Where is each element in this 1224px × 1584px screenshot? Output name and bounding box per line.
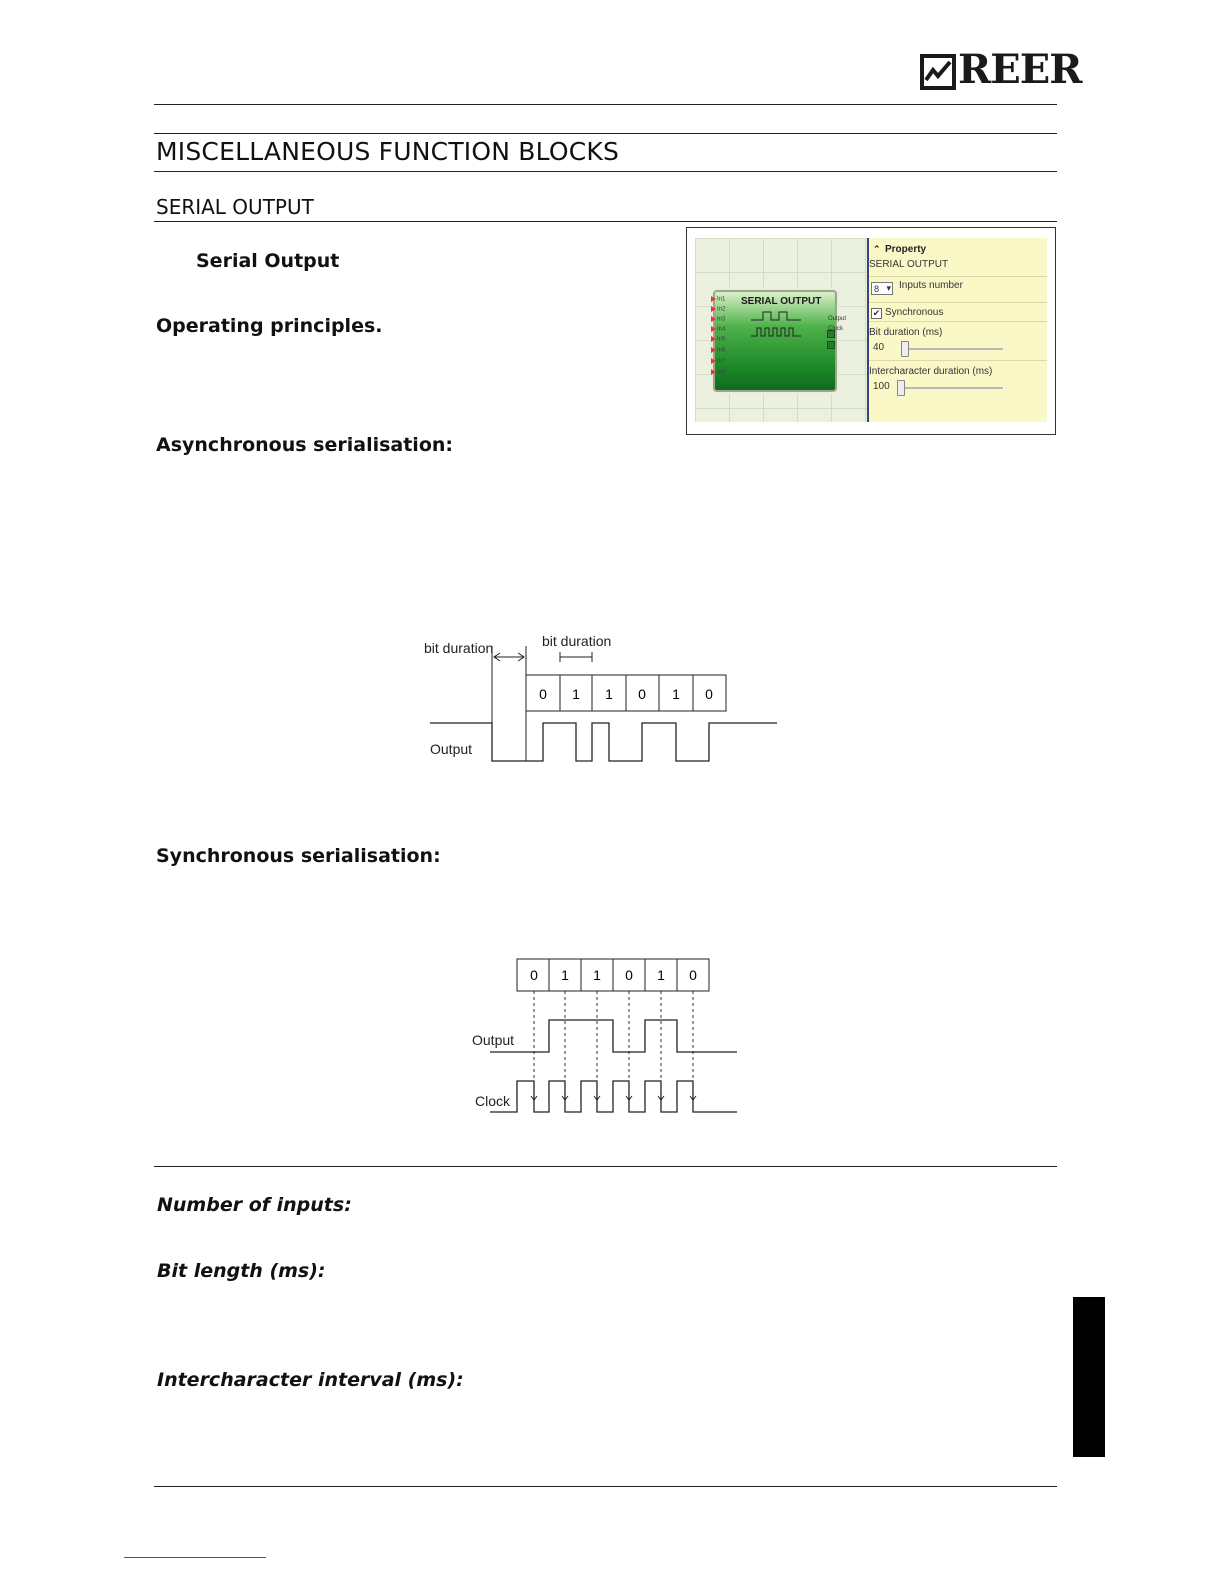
bit-duration-label: Bit duration (ms) [869, 327, 943, 338]
reer-logo [918, 46, 1082, 94]
param-bit-length: Bit length (ms): [157, 1260, 326, 1282]
bit-duration-slider-thumb[interactable] [901, 341, 909, 357]
input-pin[interactable]: In4 [711, 326, 725, 333]
clock-pin-label: Clock [828, 326, 844, 332]
inputs-number-dropdown[interactable]: 8 ▾ [871, 282, 893, 295]
input-pin[interactable]: In5 [711, 336, 725, 343]
bit-duration-label-top: bit duration [542, 633, 612, 649]
sync-heading: Synchronous serialisation: [156, 845, 441, 867]
chevron-up-icon[interactable]: ⌃ [873, 244, 881, 254]
bit-value: 0 [638, 686, 646, 702]
bit-duration-value: 40 [873, 342, 885, 353]
sync-clock-waveform [490, 1081, 737, 1112]
input-pin[interactable]: In8 [711, 369, 725, 376]
block-name: Serial Output [196, 250, 340, 272]
sync-output-label: Output [472, 1032, 515, 1048]
inputs-number-label: Inputs number [899, 280, 963, 291]
bit-value: 0 [689, 967, 697, 983]
sync-bit-cells [517, 959, 709, 991]
sync-clock-label: Clock [475, 1093, 511, 1109]
block-title: SERIAL OUTPUT [741, 296, 822, 307]
async-output-waveform [430, 723, 777, 761]
serial-output-block[interactable] [713, 290, 837, 392]
section-rule-top [154, 133, 1057, 134]
bit-value: 1 [672, 686, 680, 702]
section-title: MISCELLANEOUS FUNCTION BLOCKS [156, 137, 620, 166]
reer-logo-icon [920, 54, 956, 90]
bit-value: 1 [593, 967, 601, 983]
inputs-number-select[interactable] [871, 282, 893, 295]
interchar-label: Intercharacter duration (ms) [869, 366, 993, 377]
logo-wordmark: REER [958, 46, 1082, 93]
async-timing-diagram [420, 628, 790, 773]
property-header-label: Property [885, 244, 927, 255]
bit-value: 1 [605, 686, 613, 702]
chapter-tab [1073, 1297, 1105, 1457]
bit-value: 0 [705, 686, 713, 702]
footer-link-underline [124, 1557, 266, 1558]
bit-value: 1 [561, 967, 569, 983]
bit-value: 1 [572, 686, 580, 702]
bit-value: 0 [625, 967, 633, 983]
subsection-rule [154, 221, 1057, 222]
bit-duration-label-left: bit duration [424, 640, 494, 656]
property-divider [869, 321, 1047, 322]
param-number-of-inputs: Number of inputs: [157, 1194, 352, 1216]
bit-value: 1 [657, 967, 665, 983]
ui-screenshot [686, 227, 1056, 435]
async-bit-cells [526, 675, 726, 711]
input-pin[interactable]: In1 [711, 296, 725, 303]
property-subtitle: SERIAL OUTPUT [869, 259, 949, 270]
synchronous-row[interactable] [871, 307, 943, 319]
async-heading: Asynchronous serialisation: [156, 434, 453, 456]
property-panel [869, 238, 1047, 422]
sync-timing-diagram [460, 950, 750, 1120]
sync-output-waveform [490, 1020, 737, 1052]
property-divider [869, 360, 1047, 361]
clock-pin[interactable] [827, 341, 835, 349]
header-divider [154, 104, 1057, 105]
interchar-slider-thumb[interactable] [897, 380, 905, 396]
input-pin[interactable]: In7 [711, 358, 725, 365]
subsection-title: SERIAL OUTPUT [156, 195, 314, 219]
property-divider [869, 276, 1047, 277]
param-intercharacter-interval: Intercharacter interval (ms): [157, 1369, 464, 1391]
async-waveform-icon [751, 310, 801, 322]
parameters-divider [154, 1166, 1057, 1167]
footer-divider [154, 1486, 1057, 1487]
synchronous-label: Synchronous [885, 307, 944, 318]
bit-duration-slider-track[interactable] [901, 348, 1003, 350]
property-header[interactable] [873, 244, 926, 255]
design-canvas [695, 238, 867, 422]
bit-value: 0 [539, 686, 547, 702]
output-pin-label: Output [828, 316, 847, 322]
sync-waveform-icon [751, 326, 801, 338]
operating-principles-heading: Operating principles. [156, 315, 383, 337]
interchar-value: 100 [873, 381, 890, 392]
section-rule-bottom [154, 171, 1057, 172]
input-pin[interactable]: In3 [711, 316, 725, 323]
property-divider [869, 302, 1047, 303]
bit-value: 0 [530, 967, 538, 983]
interchar-slider-track[interactable] [897, 387, 1003, 389]
input-pin[interactable]: In6 [711, 347, 725, 354]
synchronous-checkbox[interactable]: ✔ [872, 308, 881, 318]
async-output-label: Output [430, 741, 473, 757]
input-pin[interactable]: In2 [711, 306, 725, 313]
